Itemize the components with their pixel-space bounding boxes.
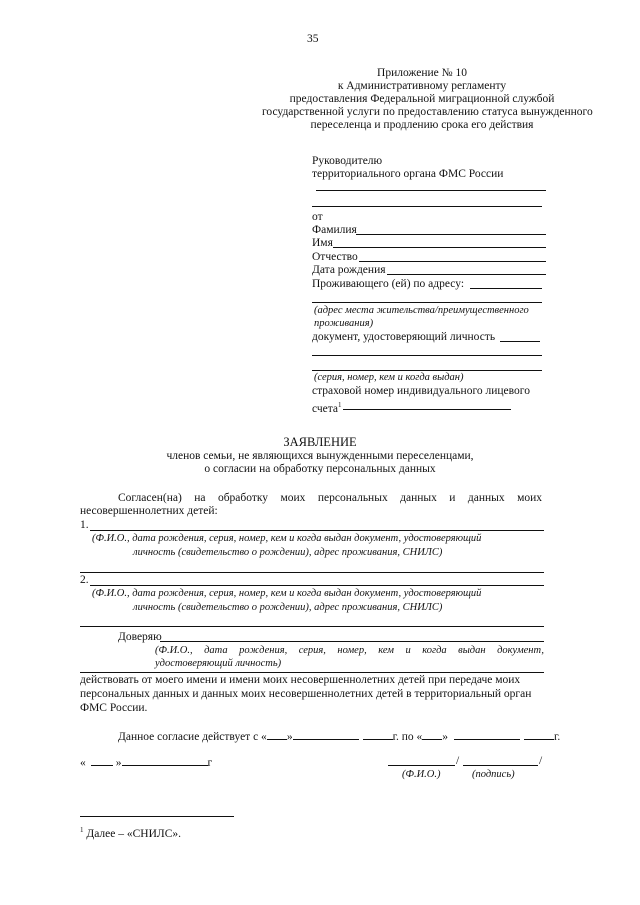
addressee-line1: Руководителю (312, 155, 383, 167)
name-field[interactable] (333, 247, 546, 248)
snils-label: счета$^1$ (312, 401, 342, 415)
footnote-ref: 1 (338, 401, 342, 409)
addressee-blank[interactable] (312, 206, 542, 207)
id-document-label: документ, удостоверяющий личность (312, 331, 496, 343)
child-info-hint: личность (свидетельство о рождении), адрес проживания, СНИЛС) (133, 602, 443, 613)
act-text: персональных данных и данных моих несовершеннолетних детей в территориальный орган (80, 688, 532, 700)
item-number: 2. (80, 574, 89, 586)
address-field[interactable] (470, 288, 542, 289)
sign-month-field[interactable] (122, 754, 208, 766)
patronymic-label: Отчество (312, 251, 358, 263)
document-subtitle: о согласии на обработку персональных данных (204, 463, 436, 475)
start-day-field[interactable] (267, 728, 287, 740)
address-hint: (адрес места жительства/преимущественного (314, 305, 529, 316)
snils-field[interactable] (343, 409, 511, 410)
page-number: 35 (307, 33, 319, 45)
fio-hint: (Ф.И.О.) (402, 769, 441, 780)
validity-line: Данное согласие действует с « » г. по « » г. (118, 728, 560, 744)
sign-day-field[interactable] (91, 754, 113, 766)
document-hint: (серия, номер, кем и когда выдан) (314, 372, 464, 383)
child-info-hint: (Ф.И.О., дата рождения, серия, номер, кем и когда выдан документ, удостоверяющий (92, 533, 482, 544)
id-document-field[interactable] (500, 341, 540, 342)
child-info-field[interactable] (80, 572, 544, 573)
document-title: ЗАЯВЛЕНИЕ (283, 435, 357, 449)
sign-date-line: « » г (80, 754, 212, 770)
child-info-hint: личность (свидетельство о рождении), адрес проживания, СНИЛС) (133, 547, 443, 558)
snils-label: страховой номер индивидуального лицевого (312, 385, 530, 397)
trustee-hint: (Ф.И.О., дата рождения, серия, номер, кем и когда выдан документ, (155, 645, 544, 656)
consent-text: несовершеннолетних детей: (80, 505, 218, 517)
appendix-line: государственной услуги по предоставлению статуса вынужденного (262, 106, 593, 118)
child-info-hint: (Ф.И.О., дата рождения, серия, номер, кем и когда выдан документ, удостоверяющий (92, 588, 482, 599)
act-text: ФМС России. (80, 702, 148, 714)
signature-hint: (подпись) (472, 769, 515, 780)
end-year-field[interactable] (524, 728, 554, 740)
trust-label: Доверяю (118, 631, 162, 643)
act-text: действовать от моего имени и имени моих несовершеннолетних детей при передаче моих (80, 674, 521, 686)
appendix-title: Приложение № 10 (377, 67, 467, 79)
from-label: от (312, 211, 323, 223)
separator: / (456, 755, 460, 767)
fio-field[interactable] (388, 765, 455, 766)
start-year-field[interactable] (363, 728, 393, 740)
item-number: 1. (80, 519, 89, 531)
appendix-line: к Административному регламенту (337, 80, 507, 92)
child-info-field[interactable] (80, 626, 544, 627)
signature-field[interactable] (463, 765, 538, 766)
address-field[interactable] (312, 302, 542, 303)
addressee-blank[interactable] (316, 190, 546, 191)
addressee-line2: территориального органа ФМС России (312, 168, 504, 180)
separator: / (539, 755, 543, 767)
address-hint: проживания) (314, 318, 374, 329)
residing-label: Проживающего (ей) по адресу: (312, 278, 465, 290)
id-document-field[interactable] (312, 355, 542, 356)
consent-text: Согласен(на) на обработку моих персональных данных и данных моих (118, 492, 542, 504)
trustee-hint: удостоверяющий личность) (155, 658, 282, 669)
surname-field[interactable] (356, 234, 546, 235)
document-subtitle: членов семьи, не являющихся вынужденными переселенцами, (166, 450, 474, 462)
child-info-field[interactable] (90, 585, 544, 586)
start-month-field[interactable] (293, 728, 359, 740)
end-day-field[interactable] (422, 728, 442, 740)
patronymic-field[interactable] (359, 261, 546, 262)
footnote-divider (80, 816, 234, 817)
birth-date-label: Дата рождения (312, 264, 386, 276)
end-month-field[interactable] (454, 728, 520, 740)
name-label: Имя (312, 237, 333, 249)
child-info-field[interactable] (90, 530, 544, 531)
appendix-line: переселенца и продлению срока его действия (310, 119, 534, 131)
trustee-field[interactable] (160, 641, 544, 642)
birth-date-field[interactable] (387, 274, 546, 275)
footnote: $^1$ Далее – «СНИЛС». (80, 826, 181, 840)
appendix-line: предоставления Федеральной миграционной службой (289, 93, 555, 105)
surname-label: Фамилия (312, 224, 357, 236)
